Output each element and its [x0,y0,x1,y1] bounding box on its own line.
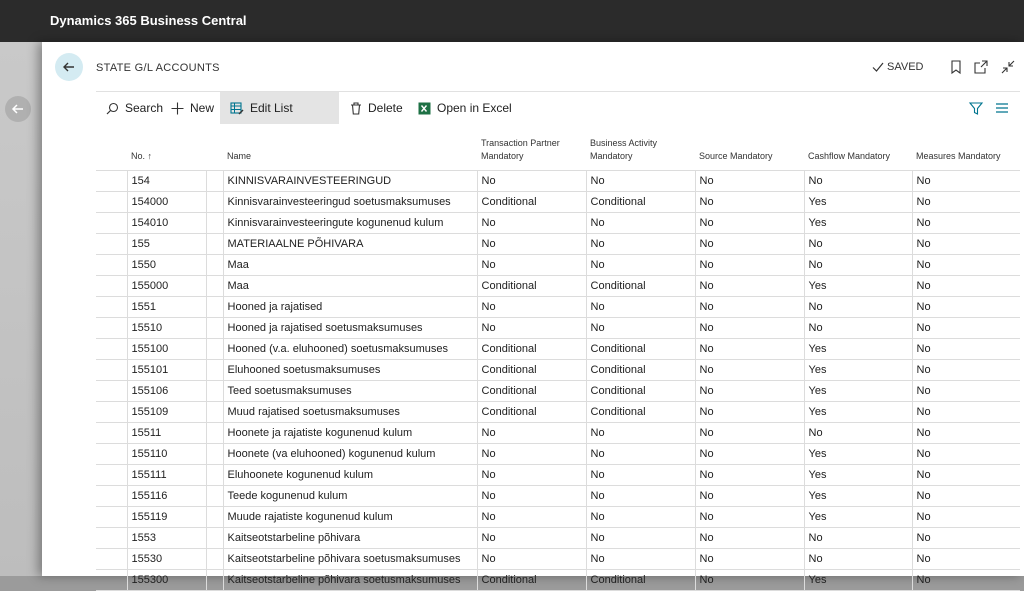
cell-business-activity[interactable]: No [586,507,695,528]
cell-cashflow[interactable]: Yes [804,486,912,507]
cell-source[interactable]: No [695,528,804,549]
cell-measures[interactable]: No [912,318,1020,339]
list-view-icon [995,102,1009,114]
row-selector[interactable] [96,486,127,507]
row-selector[interactable] [96,381,127,402]
cell-business-activity[interactable]: No [586,297,695,318]
cell-cashflow[interactable]: Yes [804,276,912,297]
row-selector[interactable] [96,171,127,192]
cell-no[interactable]: 155109 [127,402,206,423]
collapse-button[interactable] [1000,59,1016,75]
cell-transaction-partner[interactable]: No [477,507,586,528]
cell-no[interactable]: 155106 [127,381,206,402]
trash-icon [350,102,362,115]
table-row[interactable] [96,570,1020,591]
cell-spacer [206,318,223,339]
new-button[interactable] [171,92,214,124]
table-row[interactable] [96,528,1020,549]
cell-measures[interactable]: No [912,339,1020,360]
excel-icon [418,102,431,115]
cell-cashflow[interactable]: No [804,297,912,318]
cell-business-activity[interactable]: No [586,234,695,255]
cell-name[interactable]: Hoonete ja rajatiste kogunenud kulum [223,423,477,444]
column-header-cashflow[interactable]: Cashflow Mandatory [808,151,891,161]
cell-measures[interactable]: No [912,486,1020,507]
cell-name[interactable]: Teede kogunenud kulum [223,486,477,507]
cell-name[interactable]: Muud rajatised soetusmaksumuses [223,402,477,423]
row-selector[interactable] [96,297,127,318]
cell-cashflow[interactable]: No [804,318,912,339]
table-row[interactable] [96,318,1020,339]
cell-no[interactable]: 1550 [127,255,206,276]
cell-business-activity[interactable]: No [586,444,695,465]
cell-cashflow[interactable]: Yes [804,570,912,591]
open-new-window-button[interactable] [973,59,989,75]
row-selector[interactable] [96,276,127,297]
cell-source[interactable]: No [695,402,804,423]
table-row[interactable] [96,444,1020,465]
cell-name[interactable]: Kaitseotstarbeline põhivara soetusmaksumuses [223,549,477,570]
cell-spacer [206,486,223,507]
cell-no[interactable]: 1553 [127,528,206,549]
accounts-table [96,134,1020,591]
column-header-business-activity[interactable]: Business Activity Mandatory [590,138,658,161]
table-row[interactable] [96,402,1020,423]
cell-name[interactable]: Kinnisvarainvesteeringute kogunenud kulum [223,213,477,234]
row-selector[interactable] [96,360,127,381]
cell-cashflow[interactable]: Yes [804,402,912,423]
cell-spacer [206,297,223,318]
saved-label: SAVED [887,61,924,73]
cell-spacer [206,234,223,255]
cell-business-activity[interactable]: No [586,213,695,234]
cell-no[interactable]: 154000 [127,192,206,213]
table-row[interactable] [96,276,1020,297]
cell-spacer [206,192,223,213]
arrow-left-icon [11,102,25,116]
cell-name[interactable]: Hooned (v.a. eluhooned) soetusmaksumuses [223,339,477,360]
cell-source[interactable]: No [695,192,804,213]
cell-spacer [206,528,223,549]
cell-name[interactable]: Muude rajatiste kogunenud kulum [223,507,477,528]
search-label: Search [125,101,164,115]
cell-spacer [206,171,223,192]
column-header-transaction-partner[interactable]: Transaction Partner Mandatory [481,138,560,161]
cell-no[interactable]: 155116 [127,486,206,507]
cell-cashflow[interactable]: Yes [804,507,912,528]
cell-no[interactable]: 155119 [127,507,206,528]
cell-measures[interactable]: No [912,213,1020,234]
cell-transaction-partner[interactable]: No [477,528,586,549]
row-selector[interactable] [96,402,127,423]
row-selector[interactable] [96,507,127,528]
arrow-left-icon [62,60,76,74]
cell-business-activity[interactable]: Conditional [586,570,695,591]
cell-business-activity[interactable]: No [586,528,695,549]
accounts-grid [96,134,1020,586]
cell-transaction-partner[interactable]: Conditional [477,360,586,381]
cell-spacer [206,276,223,297]
cell-transaction-partner[interactable]: Conditional [477,402,586,423]
cell-measures[interactable]: No [912,549,1020,570]
cell-no[interactable]: 155 [127,234,206,255]
cell-no[interactable]: 155000 [127,276,206,297]
table-row[interactable] [96,192,1020,213]
cell-transaction-partner[interactable]: No [477,318,586,339]
cell-transaction-partner[interactable]: No [477,171,586,192]
cell-name[interactable]: Hooned ja rajatised soetusmaksumuses [223,318,477,339]
cell-name[interactable]: Eluhooned soetusmaksumuses [223,360,477,381]
cell-no[interactable]: 15530 [127,549,206,570]
cell-spacer [206,213,223,234]
row-selector[interactable] [96,549,127,570]
cell-cashflow[interactable]: No [804,549,912,570]
app-title[interactable]: Dynamics 365 Business Central [50,13,247,28]
background-back-button[interactable] [5,96,31,122]
row-selector[interactable] [96,255,127,276]
cell-measures[interactable]: No [912,276,1020,297]
cell-cashflow[interactable]: Yes [804,192,912,213]
cell-business-activity[interactable]: No [586,465,695,486]
cell-no[interactable]: 155100 [127,339,206,360]
table-row[interactable] [96,255,1020,276]
cell-spacer [206,255,223,276]
edit-list-label: Edit List [250,101,293,115]
cell-transaction-partner[interactable]: Conditional [477,570,586,591]
open-new-window-icon [974,60,988,74]
cell-spacer [206,360,223,381]
cell-transaction-partner[interactable]: No [477,444,586,465]
cell-name[interactable]: Eluhoonete kogunenud kulum [223,465,477,486]
cell-measures[interactable]: No [912,255,1020,276]
list-page [42,42,1024,586]
cell-source[interactable]: No [695,423,804,444]
cell-business-activity[interactable]: No [586,486,695,507]
row-selector[interactable] [96,192,127,213]
cell-spacer [206,549,223,570]
cell-name[interactable]: Kaitseotstarbeline põhivara [223,528,477,549]
cell-transaction-partner[interactable]: Conditional [477,276,586,297]
cell-source[interactable]: No [695,213,804,234]
row-selector[interactable] [96,213,127,234]
cell-cashflow[interactable]: No [804,171,912,192]
table-row[interactable] [96,507,1020,528]
cell-transaction-partner[interactable]: No [477,549,586,570]
row-selector[interactable] [96,444,127,465]
cell-source[interactable]: No [695,486,804,507]
table-body [96,171,1020,591]
cell-cashflow[interactable]: Yes [804,381,912,402]
filter-icon [969,102,983,115]
cell-business-activity[interactable]: Conditional [586,192,695,213]
cell-no[interactable]: 154010 [127,213,206,234]
cell-name[interactable]: KINNISVARAINVESTEERINGUD [223,171,477,192]
table-row[interactable] [96,486,1020,507]
cell-no[interactable]: 154 [127,171,206,192]
cell-cashflow[interactable]: Yes [804,213,912,234]
cell-source[interactable]: No [695,171,804,192]
cell-transaction-partner[interactable]: Conditional [477,339,586,360]
saved-status [872,61,923,73]
table-row[interactable] [96,360,1020,381]
collapse-icon [1001,60,1015,74]
cell-name[interactable]: MATERIAALNE PÕHIVARA [223,234,477,255]
table-row[interactable] [96,339,1020,360]
cell-name[interactable]: Kaitseotstarbeline põhivara soetusmaksumuses [223,570,477,591]
cell-source[interactable]: No [695,465,804,486]
cell-spacer [206,444,223,465]
cell-cashflow[interactable]: Yes [804,360,912,381]
cell-transaction-partner[interactable]: No [477,255,586,276]
column-header-source[interactable]: Source Mandatory [699,151,773,161]
cell-business-activity[interactable]: No [586,423,695,444]
cell-measures[interactable]: No [912,402,1020,423]
cell-measures[interactable]: No [912,570,1020,591]
cell-business-activity[interactable]: No [586,255,695,276]
delete-button[interactable] [350,92,403,124]
cell-spacer [206,339,223,360]
cell-measures[interactable]: No [912,297,1020,318]
cell-transaction-partner[interactable]: No [477,486,586,507]
cell-source[interactable]: No [695,381,804,402]
edit-list-button[interactable] [220,92,339,124]
search-button[interactable] [106,92,163,124]
cell-no[interactable]: 15510 [127,318,206,339]
cell-measures[interactable]: No [912,171,1020,192]
cell-business-activity[interactable]: Conditional [586,360,695,381]
cell-source[interactable]: No [695,297,804,318]
cell-transaction-partner[interactable]: No [477,234,586,255]
bookmark-button[interactable] [948,59,964,75]
row-selector[interactable] [96,465,127,486]
open-in-excel-button[interactable] [418,92,512,124]
row-selector[interactable] [96,570,127,591]
table-row[interactable] [96,423,1020,444]
filter-button[interactable] [969,92,983,124]
column-header-name[interactable]: Name [227,151,252,161]
list-view-button[interactable] [995,92,1009,124]
cell-spacer [206,465,223,486]
cell-cashflow[interactable]: No [804,528,912,549]
column-header-spacer [206,134,223,171]
table-row[interactable] [96,234,1020,255]
table-row[interactable] [96,381,1020,402]
cell-name[interactable]: Kinnisvarainvesteeringud soetusmaksumuses [223,192,477,213]
app-bar [0,0,1024,42]
cell-cashflow[interactable]: Yes [804,444,912,465]
delete-label: Delete [368,101,403,115]
cell-cashflow[interactable]: No [804,234,912,255]
cell-no[interactable]: 155110 [127,444,206,465]
table-header-row [96,134,1020,171]
cell-name[interactable]: Hoonete (va eluhooned) kogunenud kulum [223,444,477,465]
cell-source[interactable]: No [695,234,804,255]
table-row[interactable] [96,549,1020,570]
search-icon [106,102,119,115]
cell-business-activity[interactable]: Conditional [586,402,695,423]
cell-business-activity[interactable]: No [586,171,695,192]
cell-cashflow[interactable]: Yes [804,465,912,486]
cell-transaction-partner[interactable]: No [477,423,586,444]
cell-no[interactable]: 155300 [127,570,206,591]
cell-cashflow[interactable]: No [804,423,912,444]
cell-spacer [206,570,223,591]
cell-transaction-partner[interactable]: Conditional [477,381,586,402]
cell-business-activity[interactable]: No [586,549,695,570]
cell-no[interactable]: 1551 [127,297,206,318]
cell-transaction-partner[interactable]: No [477,465,586,486]
row-selector[interactable] [96,339,127,360]
cell-spacer [206,423,223,444]
cell-source[interactable]: No [695,276,804,297]
action-bar [96,92,1020,124]
cell-business-activity[interactable]: Conditional [586,381,695,402]
column-header-measures[interactable]: Measures Mandatory [916,151,1001,161]
cell-no[interactable]: 155101 [127,360,206,381]
cell-measures[interactable]: No [912,444,1020,465]
table-row[interactable] [96,297,1020,318]
cell-business-activity[interactable]: Conditional [586,276,695,297]
cell-name[interactable]: Hooned ja rajatised [223,297,477,318]
cell-spacer [206,381,223,402]
new-label: New [190,101,215,115]
cell-source[interactable]: No [695,444,804,465]
table-row[interactable] [96,213,1020,234]
back-button[interactable] [55,53,83,81]
column-header-no[interactable]: No. ↑ [131,151,153,161]
cell-source[interactable]: No [695,339,804,360]
cell-source[interactable]: No [695,507,804,528]
checkmark-icon [872,61,884,73]
cell-spacer [206,507,223,528]
cell-source[interactable]: No [695,549,804,570]
table-row[interactable] [96,171,1020,192]
cell-source[interactable]: No [695,255,804,276]
cell-name[interactable]: Maa [223,255,477,276]
cell-measures[interactable]: No [912,465,1020,486]
cell-name[interactable]: Teed soetusmaksumuses [223,381,477,402]
cell-spacer [206,402,223,423]
bookmark-icon [950,60,962,74]
page-title: STATE G/L ACCOUNTS [96,62,220,74]
cell-measures[interactable]: No [912,234,1020,255]
cell-source[interactable]: No [695,570,804,591]
table-row[interactable] [96,465,1020,486]
cell-business-activity[interactable]: No [586,318,695,339]
row-selector[interactable] [96,423,127,444]
plus-icon [171,102,184,115]
cell-measures[interactable]: No [912,507,1020,528]
cell-cashflow[interactable]: Yes [804,339,912,360]
cell-business-activity[interactable]: Conditional [586,339,695,360]
cell-source[interactable]: No [695,318,804,339]
cell-no[interactable]: 155111 [127,465,206,486]
cell-source[interactable]: No [695,360,804,381]
open-in-excel-label: Open in Excel [437,101,512,115]
cell-measures[interactable]: No [912,423,1020,444]
cell-transaction-partner[interactable]: Conditional [477,192,586,213]
cell-measures[interactable]: No [912,528,1020,549]
row-selector[interactable] [96,318,127,339]
cell-name[interactable]: Maa [223,276,477,297]
cell-cashflow[interactable]: No [804,255,912,276]
cell-transaction-partner[interactable]: No [477,297,586,318]
cell-transaction-partner[interactable]: No [477,213,586,234]
row-selector[interactable] [96,528,127,549]
cell-measures[interactable]: No [912,192,1020,213]
row-selector[interactable] [96,234,127,255]
cell-measures[interactable]: No [912,381,1020,402]
cell-no[interactable]: 15511 [127,423,206,444]
cell-measures[interactable]: No [912,360,1020,381]
edit-list-icon [230,102,244,115]
